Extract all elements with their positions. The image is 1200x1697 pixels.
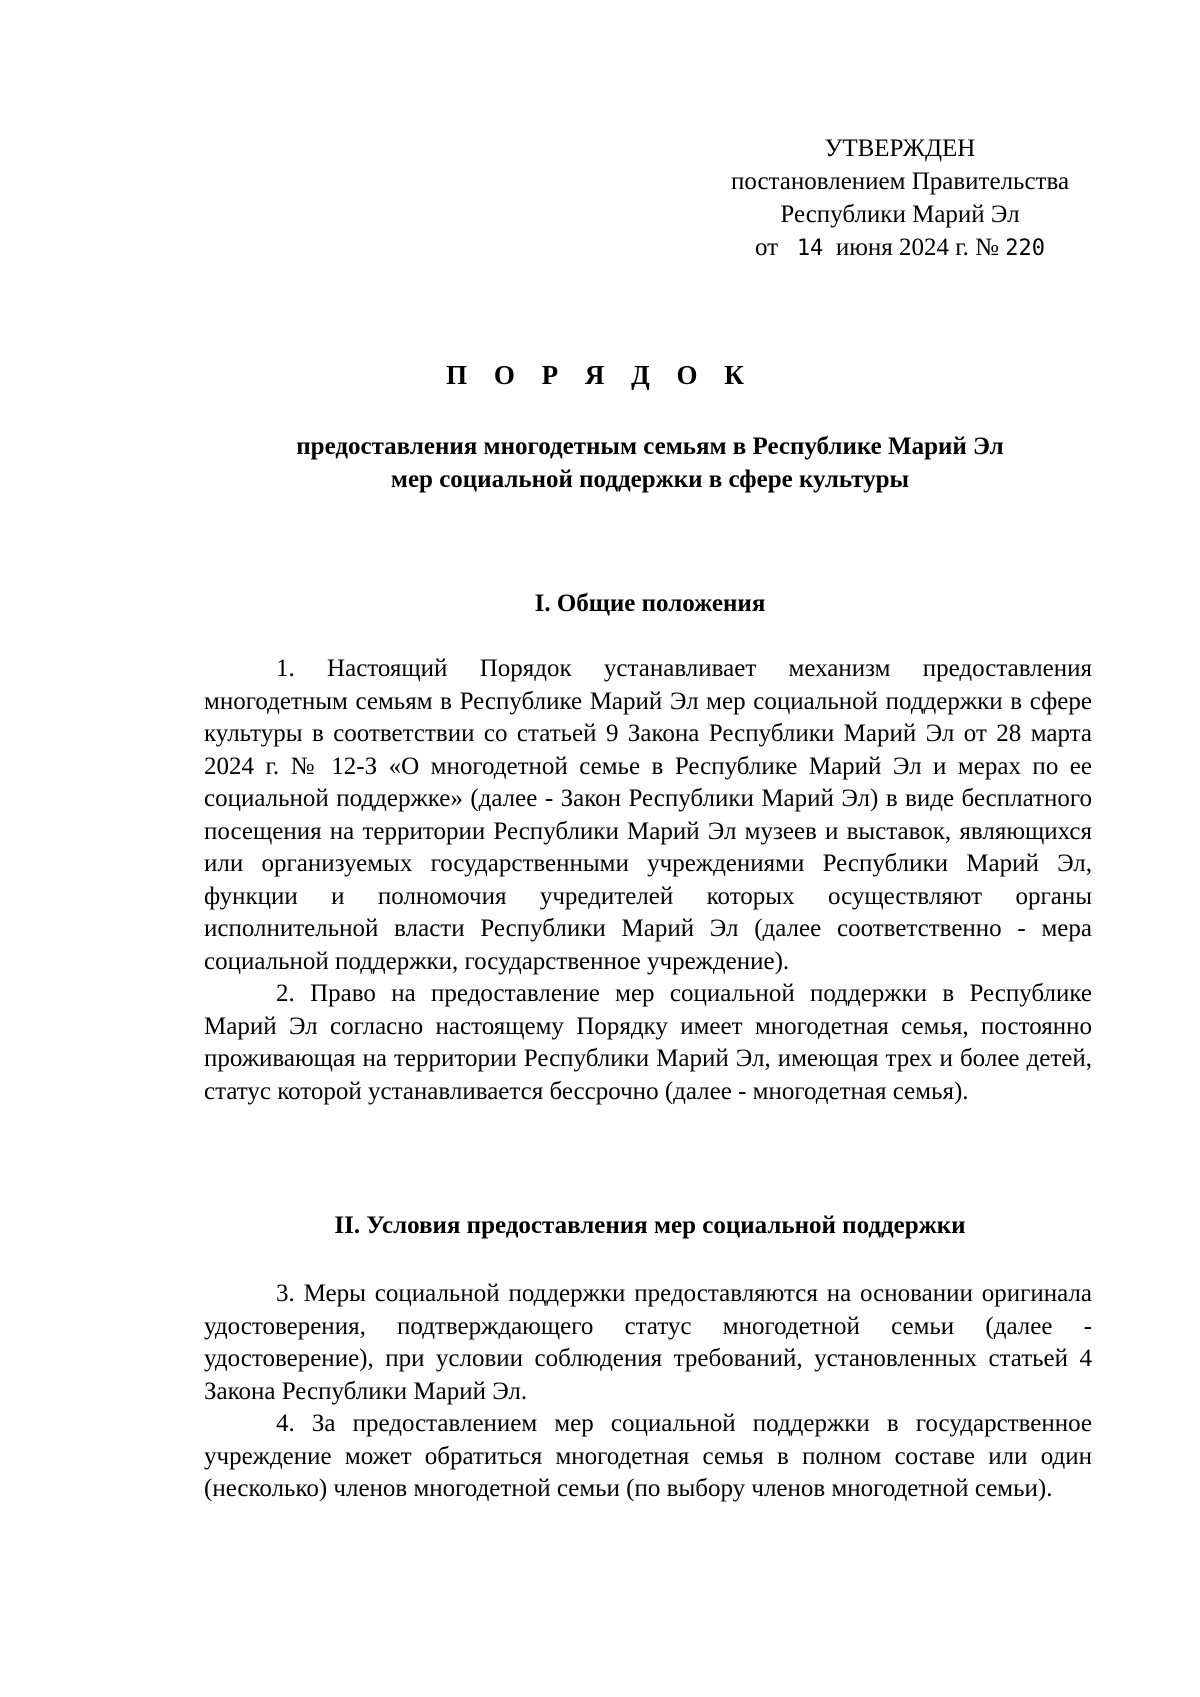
- section-body-conditions: [204, 1278, 1092, 1506]
- paragraph-3: 3. Меры социальной поддержки предоставляются на основании оригинала удостоверения, подтверждающего статус многодетной семьи (далее - удостоверение), при условии соблюдения требований, установленных статьей 4 Закона Республики Марий Эл.: [204, 1280, 1092, 1405]
- paragraph-4: 4. За предоставлением мер социальной поддержки в государственное учреждение может обратиться многодетная семья в полном составе или один (несколько) членов многодетной семьи (по выбору членов многодетной семьи).: [204, 1410, 1092, 1502]
- subtitle-line-1: предоставления многодетным семьям в Республике Марий Эл: [296, 433, 1004, 460]
- approval-title: УТВЕРЖДЕН: [824, 135, 976, 162]
- approval-republic: Республики Марий Эл: [780, 201, 1020, 228]
- section-heading-conditions: II. Условия предоставления мер социальной поддержки: [334, 1212, 966, 1239]
- document-title: П О Р Я Д О К: [446, 360, 754, 390]
- paragraph-1: 1. Настоящий Порядок устанавливает механизм предоставления многодетным семьям в Республике Марий Эл мер социальной поддержки в сфере культуры в соответствии со статьей 9 Закона Республики Марий Эл от 28 марта 2024 г. № 12-З «О многодетной семье в Республике Марий Эл и мерах по ее социальной поддержке» (далее - Закон Республики Марий Эл) в виде бесплатного посещения на территории Республики Марий Эл музеев и выставок, являющихся или организуемых государственными учреждениями Республики Марий Эл, функции и полномочия учредителей которых осуществляют органы исполнительной власти Республики Марий Эл (далее соответственно - мера социальной поддержки, государственное учреждение).: [204, 655, 1092, 975]
- approval-authority: постановлением Правительства: [730, 168, 1070, 195]
- approval-date-rest: июня 2024 г. №: [835, 234, 1000, 261]
- approval-date-line: [700, 231, 1100, 265]
- subtitle-line-2: мер социальной поддержки в сфере культуры: [390, 466, 910, 493]
- section-body-general: [204, 653, 1092, 1108]
- approval-stamp: [700, 132, 1100, 265]
- section-heading-general: I. Общие положения: [534, 590, 766, 617]
- approval-date-prefix: от: [754, 234, 779, 261]
- document-subtitle: [200, 430, 1100, 496]
- approval-number: 220: [1005, 236, 1046, 261]
- approval-date-day: 14: [796, 236, 824, 261]
- paragraph-2: 2. Право на предоставление мер социальной поддержки в Республике Марий Эл согласно настоящему Порядку имеет многодетная семья, постоянно проживающая на территории Республики Марий Эл, имеющая трех и более детей, статус которой устанавливается бессрочно (далее - многодетная семья).: [204, 980, 1092, 1105]
